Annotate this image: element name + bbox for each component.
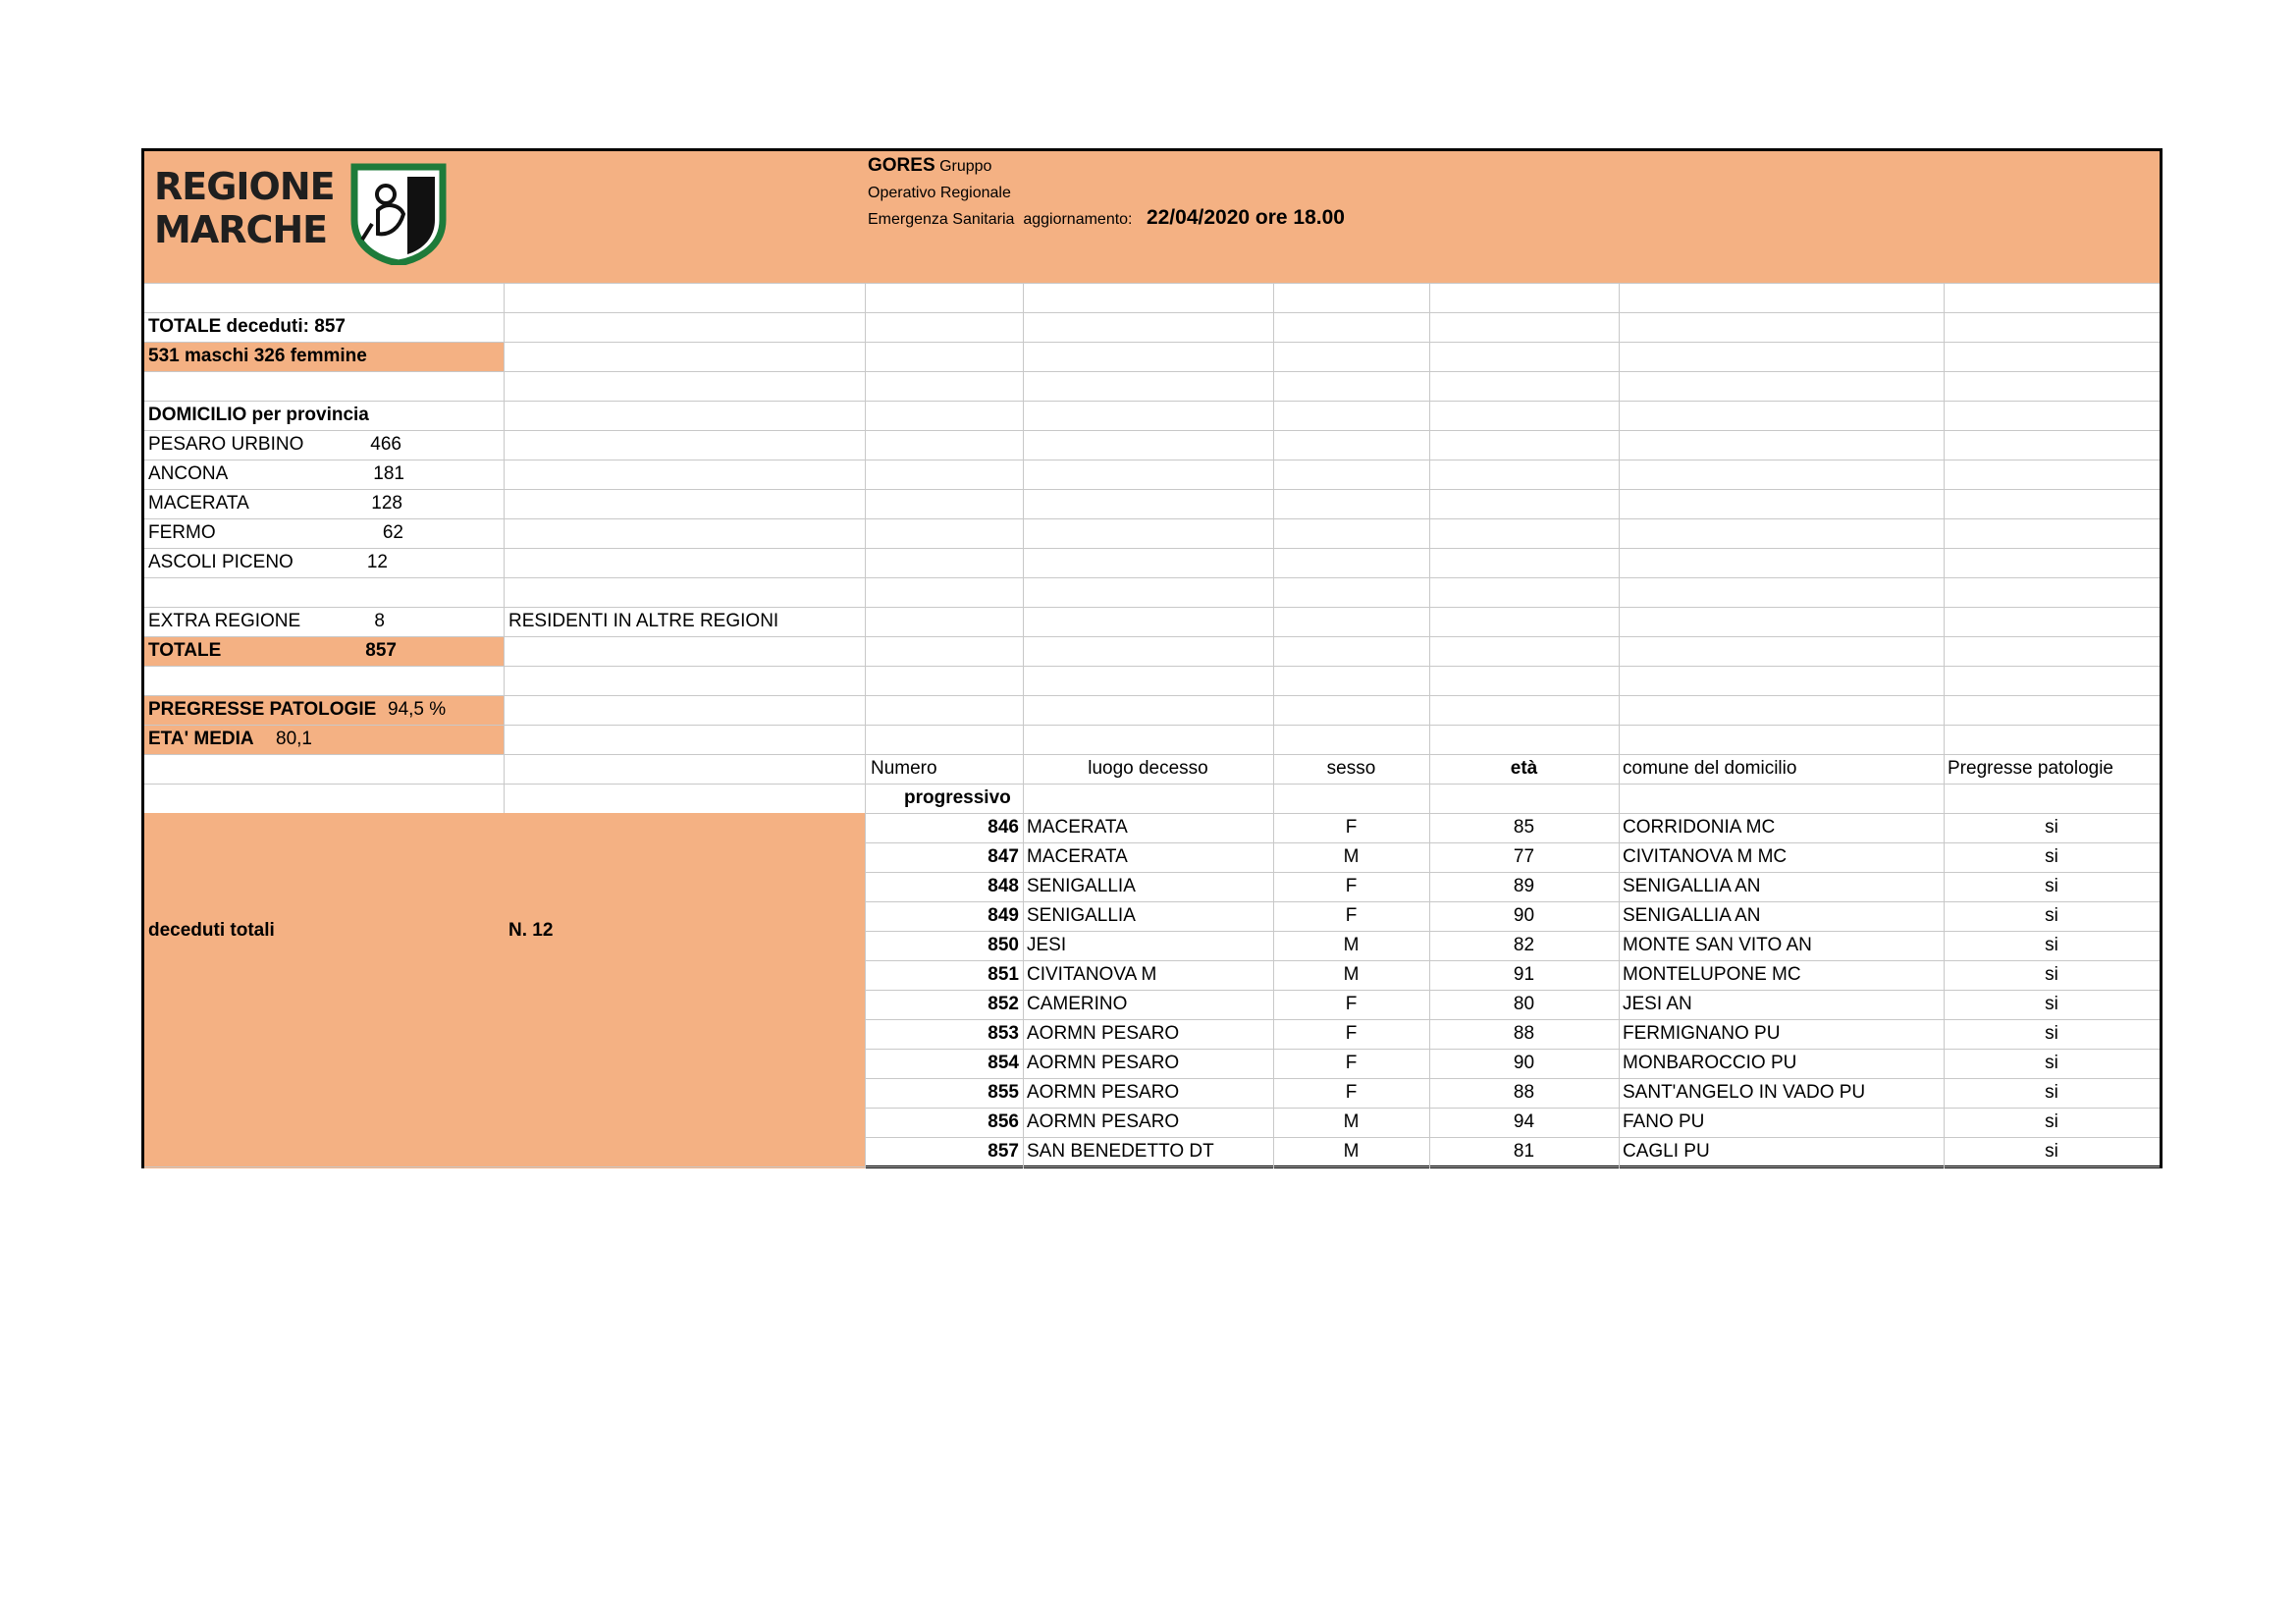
cell-eta: 91 (1513, 964, 1535, 985)
domicilio-title: DOMICILIO per provincia (148, 405, 369, 425)
deceduti-totali-value: N. 12 (508, 920, 554, 941)
cell-sesso: F (1345, 905, 1358, 926)
header-progressivo: progressivo (904, 787, 1011, 808)
grid-hline (144, 1166, 2160, 1167)
cell-numero: 856 (988, 1111, 1019, 1132)
province-count: 62 (382, 522, 403, 543)
operativo-line: Operativo Regionale (868, 185, 1011, 201)
grid-hline (144, 548, 2160, 549)
cell-sesso: F (1345, 1023, 1358, 1044)
cell-patologie: si (2045, 994, 2058, 1014)
cell-eta: 85 (1513, 817, 1535, 838)
header-patologie: Pregresse patologie (1948, 758, 2113, 779)
totale-deceduti: TOTALE deceduti: 857 (148, 316, 346, 337)
grid-hline (144, 636, 2160, 637)
cell-comune: MONBAROCCIO PU (1623, 1053, 1797, 1073)
cell-comune: SENIGALLIA AN (1623, 905, 1761, 926)
cell-sesso: M (1343, 964, 1360, 985)
cell-luogo: MACERATA (1027, 817, 1128, 838)
cell-luogo: AORMN PESARO (1027, 1082, 1180, 1103)
cell-patologie: si (2045, 817, 2058, 838)
cell-sesso: M (1343, 1111, 1360, 1132)
cell-luogo: AORMN PESARO (1027, 1053, 1180, 1073)
report-sheet (141, 148, 2163, 1168)
cell-numero: 853 (988, 1023, 1019, 1044)
cell-numero: 846 (988, 817, 1019, 838)
grid-hline (144, 666, 2160, 667)
cell-comune: SANT'ANGELO IN VADO PU (1623, 1082, 1866, 1103)
cell-patologie: si (2045, 846, 2058, 867)
patologie-value: 94,5 % (388, 699, 447, 720)
cell-patologie: si (2045, 876, 2058, 896)
grid-hline (144, 371, 2160, 372)
regione-marche-logo (154, 163, 449, 269)
cell-eta: 82 (1513, 935, 1535, 955)
cell-patologie: si (2045, 905, 2058, 926)
cell-luogo: CIVITANOVA M (1027, 964, 1157, 985)
grid-hline (144, 342, 2160, 343)
cell-numero: 847 (988, 846, 1019, 867)
logo-text: REGIONE MARCHE (154, 165, 335, 251)
emergenza-line: Emergenza Sanitaria aggiornamento: 22/04/2020 ore 18.00 (868, 206, 1345, 229)
cell-numero: 857 (988, 1141, 1019, 1162)
header-numero: Numero (871, 758, 937, 779)
province-name: ANCONA (148, 463, 229, 484)
grid-hline (144, 283, 2160, 284)
province-name: PESARO URBINO (148, 434, 304, 455)
cell-numero: 855 (988, 1082, 1019, 1103)
cell-luogo: AORMN PESARO (1027, 1111, 1180, 1132)
genere-split: 531 maschi 326 femmine (148, 346, 367, 366)
cell-luogo: SENIGALLIA (1027, 905, 1136, 926)
grid-vline (1023, 283, 1024, 1168)
cell-comune: JESI AN (1623, 994, 1692, 1014)
cell-patologie: si (2045, 1141, 2058, 1162)
cell-luogo: SAN BENEDETTO DT (1027, 1141, 1214, 1162)
cell-patologie: si (2045, 1053, 2058, 1073)
totale-count: 857 (365, 640, 397, 661)
cell-sesso: M (1343, 935, 1360, 955)
gores-title: GORES Gruppo (868, 155, 992, 176)
cell-comune: MONTELUPONE MC (1623, 964, 1801, 985)
cell-comune: SENIGALLIA AN (1623, 876, 1761, 896)
cell-luogo: SENIGALLIA (1027, 876, 1136, 896)
grid-hline (144, 577, 2160, 578)
header-comune: comune del domicilio (1623, 758, 1797, 779)
cell-sesso: F (1345, 1082, 1358, 1103)
province-name: MACERATA (148, 493, 249, 514)
cell-comune: FANO PU (1623, 1111, 1705, 1132)
cell-eta: 94 (1513, 1111, 1535, 1132)
cell-sesso: F (1345, 994, 1358, 1014)
extra-regione-note: RESIDENTI IN ALTRE REGIONI (508, 611, 779, 631)
cell-numero: 848 (988, 876, 1019, 896)
patologie-label: PREGRESSE PATOLOGIE (148, 699, 377, 720)
cell-patologie: si (2045, 1023, 2058, 1044)
header-luogo: luogo decesso (1088, 758, 1208, 779)
cell-comune: FERMIGNANO PU (1623, 1023, 1781, 1044)
province-count: 128 (371, 493, 402, 514)
cell-sesso: F (1345, 1053, 1358, 1073)
cell-comune: CAGLI PU (1623, 1141, 1710, 1162)
cell-numero: 850 (988, 935, 1019, 955)
cell-eta: 80 (1513, 994, 1535, 1014)
cell-patologie: si (2045, 935, 2058, 955)
cell-luogo: MACERATA (1027, 846, 1128, 867)
marche-shield-icon (350, 163, 447, 265)
grid-hline (144, 784, 2160, 785)
cell-luogo: JESI (1027, 935, 1067, 955)
cell-patologie: si (2045, 1082, 2058, 1103)
cell-eta: 89 (1513, 876, 1535, 896)
cell-eta: 88 (1513, 1023, 1535, 1044)
cell-eta: 81 (1513, 1141, 1535, 1162)
cell-patologie: si (2045, 964, 2058, 985)
totale-label: TOTALE (148, 640, 222, 661)
cell-comune: CIVITANOVA M MC (1623, 846, 1788, 867)
grid-vline (504, 283, 505, 813)
cell-luogo: AORMN PESARO (1027, 1023, 1180, 1044)
grid-hline (144, 401, 2160, 402)
cell-numero: 849 (988, 905, 1019, 926)
eta-media-label: ETA' MEDIA (148, 729, 254, 749)
cell-sesso: M (1343, 1141, 1360, 1162)
grid-vline (1619, 283, 1620, 1168)
cell-patologie: si (2045, 1111, 2058, 1132)
grid-hline (144, 430, 2160, 431)
cell-numero: 851 (988, 964, 1019, 985)
province-count: 181 (373, 463, 404, 484)
grid-hline (144, 489, 2160, 490)
province-count: 466 (370, 434, 401, 455)
cell-eta: 88 (1513, 1082, 1535, 1103)
header-sesso: sesso (1326, 758, 1376, 779)
header-eta: età (1510, 758, 1538, 779)
cell-numero: 854 (988, 1053, 1019, 1073)
update-date: 22/04/2020 ore 18.00 (1146, 206, 1345, 229)
cell-eta: 90 (1513, 905, 1535, 926)
grid-hline (144, 518, 2160, 519)
grid-hline (144, 607, 2160, 608)
province-name: ASCOLI PICENO (148, 552, 294, 572)
grid-hline (144, 312, 2160, 313)
extra-regione-label: EXTRA REGIONE (148, 611, 301, 631)
cell-sesso: F (1345, 817, 1358, 838)
cell-eta: 90 (1513, 1053, 1535, 1073)
province-count: 12 (366, 552, 388, 572)
deceduti-totali-label: deceduti totali (148, 920, 275, 941)
cell-sesso: M (1343, 846, 1360, 867)
province-name: FERMO (148, 522, 216, 543)
cell-luogo: CAMERINO (1027, 994, 1128, 1014)
eta-media-value: 80,1 (276, 729, 312, 749)
cell-sesso: F (1345, 876, 1358, 896)
cell-comune: MONTE SAN VITO AN (1623, 935, 1812, 955)
grid-hline (144, 695, 2160, 696)
cell-numero: 852 (988, 994, 1019, 1014)
extra-regione-count: 8 (374, 611, 385, 631)
grid-hline (144, 725, 2160, 726)
cell-eta: 77 (1513, 846, 1535, 867)
cell-comune: CORRIDONIA MC (1623, 817, 1776, 838)
deceduti-totali-fill (144, 813, 865, 1168)
